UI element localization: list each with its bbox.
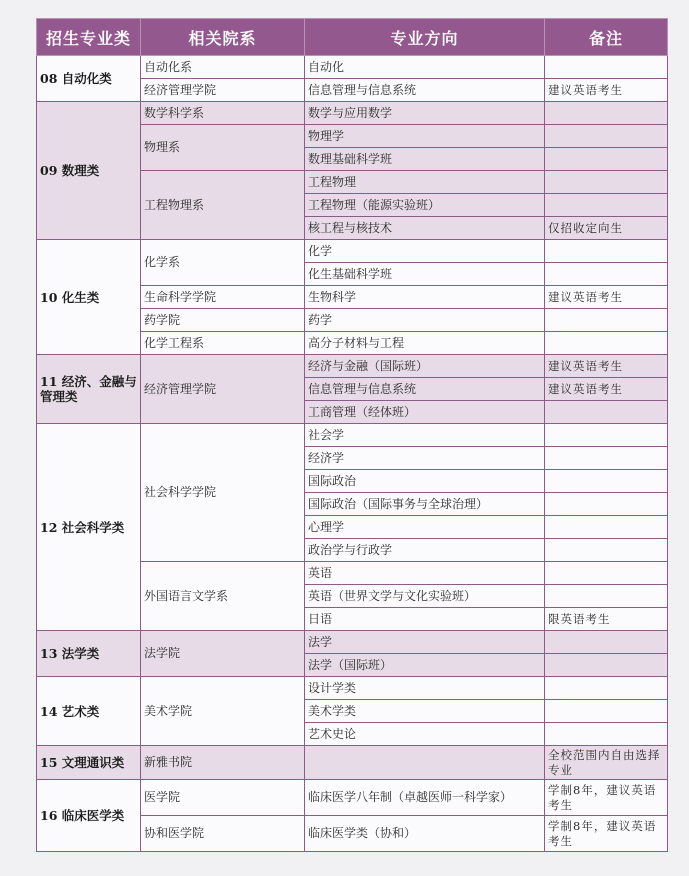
category-cell: 10 化生类 xyxy=(37,240,141,355)
category-cell: 14 艺术类 xyxy=(37,677,141,746)
table-row xyxy=(37,780,668,816)
major-cell: 法学 xyxy=(305,631,545,654)
note-cell: 建议英语考生 xyxy=(545,355,668,378)
major-cell: 核工程与核技术 xyxy=(305,217,545,240)
major-cell: 化学 xyxy=(305,240,545,263)
category-cell: 13 法学类 xyxy=(37,631,141,677)
department-cell: 经济管理学院 xyxy=(141,79,305,102)
department-cell: 自动化系 xyxy=(141,56,305,79)
note-cell xyxy=(545,102,668,125)
department-cell: 化学工程系 xyxy=(141,332,305,355)
major-cell: 心理学 xyxy=(305,516,545,539)
note-cell: 建议英语考生 xyxy=(545,286,668,309)
note-cell xyxy=(545,516,668,539)
major-cell: 自动化 xyxy=(305,56,545,79)
major-cell: 工商管理（经体班） xyxy=(305,401,545,424)
department-cell: 化学系 xyxy=(141,240,305,286)
major-cell: 社会学 xyxy=(305,424,545,447)
department-cell: 药学院 xyxy=(141,309,305,332)
group-14 xyxy=(37,677,668,746)
major-cell: 艺术史论 xyxy=(305,723,545,746)
major-cell: 英语（世界文学与文化实验班） xyxy=(305,585,545,608)
major-cell: 物理学 xyxy=(305,125,545,148)
major-cell: 经济与金融（国际班） xyxy=(305,355,545,378)
table-row xyxy=(37,746,668,780)
major-cell: 信息管理与信息系统 xyxy=(305,79,545,102)
note-cell: 建议英语考生 xyxy=(545,79,668,102)
major-cell: 政治学与行政学 xyxy=(305,539,545,562)
note-cell xyxy=(545,631,668,654)
note-cell xyxy=(545,654,668,677)
note-cell xyxy=(545,125,668,148)
department-cell: 协和医学院 xyxy=(141,816,305,852)
note-cell xyxy=(545,723,668,746)
major-cell: 高分子材料与工程 xyxy=(305,332,545,355)
major-cell: 工程物理 xyxy=(305,171,545,194)
note-cell xyxy=(545,585,668,608)
table-row xyxy=(37,631,668,654)
category-cell: 16 临床医学类 xyxy=(37,780,141,852)
admissions-table xyxy=(36,18,668,852)
group-11 xyxy=(37,355,668,424)
note-cell: 限英语考生 xyxy=(545,608,668,631)
group-12 xyxy=(37,424,668,631)
major-cell: 临床医学类（协和） xyxy=(305,816,545,852)
department-cell: 生命科学学院 xyxy=(141,286,305,309)
note-cell xyxy=(545,539,668,562)
table-row xyxy=(37,56,668,79)
note-cell: 学制8年，建议英语考生 xyxy=(545,816,668,852)
major-cell: 国际政治 xyxy=(305,470,545,493)
category-cell: 08 自动化类 xyxy=(37,56,141,102)
note-cell xyxy=(545,148,668,171)
category-cell: 15 文理通识类 xyxy=(37,746,141,780)
note-cell xyxy=(545,447,668,470)
department-cell: 法学院 xyxy=(141,631,305,677)
note-cell xyxy=(545,194,668,217)
category-cell: 11 经济、金融与管理类 xyxy=(37,355,141,424)
header-note: 备注 xyxy=(545,19,668,56)
major-cell: 生物科学 xyxy=(305,286,545,309)
major-cell: 国际政治（国际事务与全球治理） xyxy=(305,493,545,516)
major-cell: 美术学类 xyxy=(305,700,545,723)
department-cell: 经济管理学院 xyxy=(141,355,305,424)
header-major: 专业方向 xyxy=(305,19,545,56)
note-cell xyxy=(545,700,668,723)
group-10 xyxy=(37,240,668,355)
note-cell xyxy=(545,263,668,286)
note-cell: 学制8年，建议英语考生 xyxy=(545,780,668,816)
major-cell: 信息管理与信息系统 xyxy=(305,378,545,401)
note-cell xyxy=(545,240,668,263)
major-cell: 工程物理（能源实验班） xyxy=(305,194,545,217)
category-cell: 09 数理类 xyxy=(37,102,141,240)
note-cell xyxy=(545,171,668,194)
table-row xyxy=(37,240,668,263)
major-cell: 临床医学八年制（卓越医师一科学家） xyxy=(305,780,545,816)
table-row xyxy=(37,102,668,125)
department-cell: 工程物理系 xyxy=(141,171,305,240)
major-cell: 英语 xyxy=(305,562,545,585)
table-row xyxy=(37,355,668,378)
major-cell: 经济学 xyxy=(305,447,545,470)
note-cell xyxy=(545,309,668,332)
note-cell xyxy=(545,424,668,447)
group-16 xyxy=(37,780,668,852)
table-header-row xyxy=(37,19,668,56)
department-cell: 医学院 xyxy=(141,780,305,816)
major-cell: 药学 xyxy=(305,309,545,332)
group-15 xyxy=(37,746,668,780)
department-cell: 物理系 xyxy=(141,125,305,171)
note-cell xyxy=(545,470,668,493)
table-row xyxy=(37,424,668,447)
table-row xyxy=(37,677,668,700)
major-cell: 日语 xyxy=(305,608,545,631)
note-cell: 建议英语考生 xyxy=(545,378,668,401)
major-cell: 数理基础科学班 xyxy=(305,148,545,171)
note-cell xyxy=(545,493,668,516)
note-cell xyxy=(545,332,668,355)
major-cell: 法学（国际班） xyxy=(305,654,545,677)
major-cell: 化生基础科学班 xyxy=(305,263,545,286)
major-cell xyxy=(305,746,545,780)
note-cell xyxy=(545,677,668,700)
group-13 xyxy=(37,631,668,677)
department-cell: 社会科学学院 xyxy=(141,424,305,562)
header-category: 招生专业类 xyxy=(37,19,141,56)
group-09 xyxy=(37,102,668,240)
category-cell: 12 社会科学类 xyxy=(37,424,141,631)
group-08 xyxy=(37,56,668,102)
department-cell: 新雅书院 xyxy=(141,746,305,780)
department-cell: 外国语言文学系 xyxy=(141,562,305,631)
note-cell xyxy=(545,562,668,585)
admissions-table-container xyxy=(36,18,667,852)
note-cell: 仅招收定向生 xyxy=(545,217,668,240)
note-cell: 全校范围内自由选择专业 xyxy=(545,746,668,780)
department-cell: 数学科学系 xyxy=(141,102,305,125)
header-department: 相关院系 xyxy=(141,19,305,56)
note-cell xyxy=(545,401,668,424)
note-cell xyxy=(545,56,668,79)
major-cell: 设计学类 xyxy=(305,677,545,700)
department-cell: 美术学院 xyxy=(141,677,305,746)
major-cell: 数学与应用数学 xyxy=(305,102,545,125)
